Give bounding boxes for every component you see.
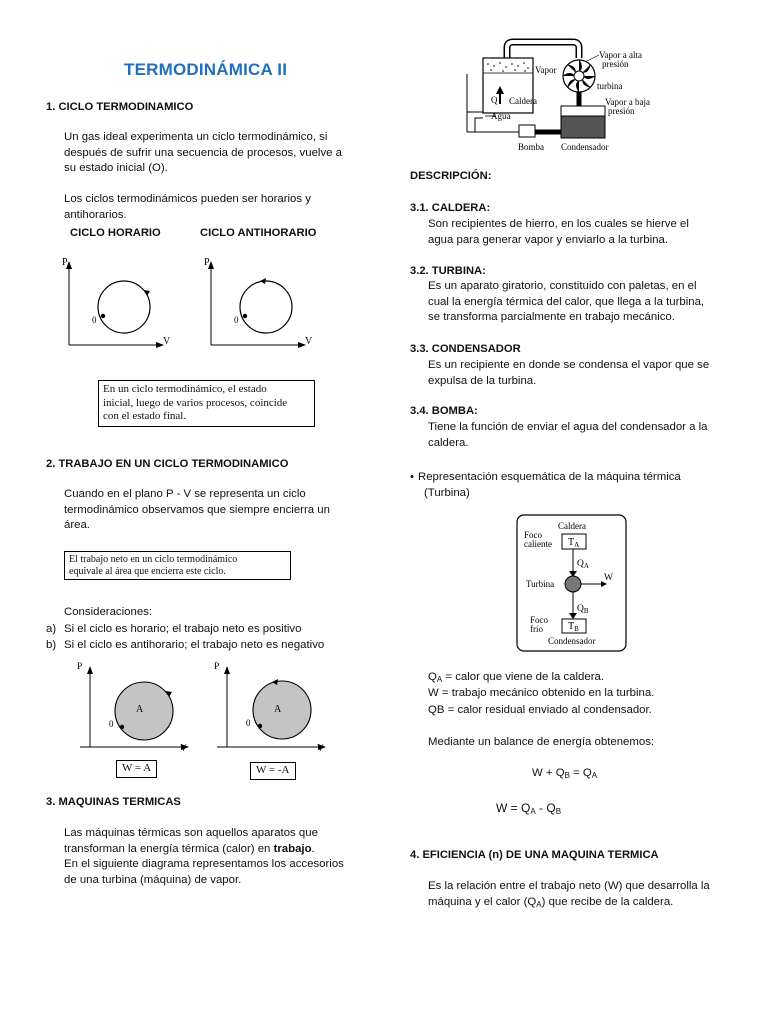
section-4-heading: 4. EFICIENCIA (n) DE UNA MAQUINA TERMICA (410, 849, 659, 861)
label-vapor-alta-2: presión (602, 59, 629, 69)
consideracion-a-marker: a) (46, 623, 57, 635)
energy-balance-text: Mediante un balance de energía obtenemos: (428, 736, 655, 748)
section-3-heading: 3. MAQUINAS TERMICAS (46, 796, 181, 808)
label-turbina: turbina (597, 81, 623, 91)
section-2-heading: 2. TRABAJO EN UN CICLO TERMODINAMICO (46, 458, 289, 470)
schema-caldera: Caldera (558, 521, 586, 531)
section-2-paragraph: Cuando en el plano P - V se representa un ciclo termodinámico observamos que siempre encierra un área. (64, 488, 330, 531)
area-label: A (274, 704, 282, 715)
work-negative-box: W = -A (250, 762, 296, 780)
consideracion-b-marker: b) (46, 639, 57, 651)
label-vapor-baja-1: Vapor a baja (605, 97, 650, 107)
section-4-paragraph: Es la relación entre el trabajo neto (W) que desarrolla la máquina y el calor $(Q_A)$ que recibe de la caldera. (428, 880, 710, 909)
axis-v-label: V (317, 744, 324, 754)
axis-v-label: V (305, 336, 313, 347)
schema-bullet: • (410, 471, 414, 483)
label-caldera: Caldera (509, 96, 537, 106)
equation-2: $W = Q_A - Q_B$ (496, 801, 562, 816)
area-label: A (136, 704, 144, 715)
counterclockwise-cycle-plot (204, 257, 313, 347)
origin-label: 0 (92, 315, 97, 325)
label-ciclo-antihorario: CICLO ANTIHORARIO (200, 227, 317, 239)
schema-tb: $T_B$ (568, 621, 579, 633)
label-agua: Agua (491, 111, 511, 121)
bomba-description: Tiene la función de enviar el agua del condensador a la caldera. (428, 421, 708, 449)
schema-foco-frio-2: frío (530, 624, 543, 634)
steam-turbine-diagram (455, 36, 665, 156)
label-ciclo-horario: CICLO HORARIO (70, 227, 161, 239)
section-3-paragraph: Las máquinas térmicas son aquellos aparatos que transforman la energía térmica (calor) en trabajo. En el siguiente diagrama representamos los accesorios de una turbina (máquina) de vapor. (64, 827, 344, 886)
description-heading: DESCRIPCIÓN: (410, 170, 492, 182)
bomba-heading: 3.4. BOMBA: (410, 405, 478, 417)
origin-label: 0 (234, 315, 239, 325)
schema-qb: $Q_B$ (577, 604, 589, 615)
condensador-heading: 3.3. CONDENSADOR (410, 343, 521, 355)
label-condensador: Condensador (561, 142, 609, 152)
label-vapor: Vapor (535, 65, 557, 75)
schema-caption: Representación esquemática de la máquina térmica (Turbina) (418, 471, 681, 499)
schema-foco-frio-1: Foco (530, 615, 548, 625)
axis-v-label: V (163, 336, 171, 347)
page-title: TERMODINÁMICA II (124, 60, 288, 79)
clockwise-cycle-plot (62, 257, 171, 347)
cycle-definition-box: En un ciclo termodinámico, el estado inicial, luego de varios procesos, coincide con el estado final. (98, 380, 315, 427)
work-positive-box: W = A (116, 760, 157, 778)
schema-qa: $Q_A$ (577, 559, 589, 570)
section-1-heading: 1. CICLO TERMODINAMICO (46, 101, 194, 113)
turbina-heading: 3.2. TURBINA: (410, 265, 486, 277)
clockwise-work-plot (77, 662, 188, 754)
label-q: Q (491, 95, 498, 105)
schema-foco-caliente-2: caliente (524, 539, 552, 549)
axis-p-label: P (62, 257, 68, 268)
section-1-paragraph-1: Un gas ideal experimenta un ciclo termodinámico, si después de sufrir una secuencia de procesos, vuelve a su estado inicial (O). (64, 131, 342, 174)
label-bomba: Bomba (518, 142, 544, 152)
counterclockwise-work-plot (214, 662, 325, 754)
condensador-description: Es un recipiente en donde se condensa el vapor que se expulsa de la turbina. (428, 359, 710, 387)
schema-foco-caliente-1: Foco (524, 530, 542, 540)
origin-label: 0 (109, 719, 114, 729)
label-vapor-baja-2: presión (608, 106, 635, 116)
turbina-description: Es un aparato giratorio, constituido con paletas, en el cual la energía térmica del calor, que llega a la turbina, se transforma parcialmente en trabajo mecánico. (428, 280, 705, 323)
schema-ta: $T_A$ (568, 537, 580, 549)
pv-cycle-diagrams (55, 250, 335, 360)
axis-p-label: P (214, 662, 220, 672)
definition-w: W = trabajo mecánico obtenido en la turbina. (428, 687, 655, 699)
consideracion-b: Si el ciclo es antihorario; el trabajo neto es negativo (64, 639, 325, 651)
consideracion-a: Si el ciclo es horario; el trabajo neto es positivo (64, 623, 302, 635)
caldera-description: Son recipientes de hierro, en los cuales se hierve el agua para generar vapor y enviarlo a la turbina. (428, 218, 689, 246)
heat-engine-schematic (516, 514, 628, 654)
schema-w: W (604, 573, 613, 583)
schema-turbina: Turbina (526, 579, 555, 589)
consideraciones-label: Consideraciones: (64, 606, 153, 618)
axis-p-label: P (77, 662, 83, 672)
work-definition-box: El trabajo neto en un ciclo termodinámico equivale al área que encierra este ciclo. (64, 551, 291, 580)
axis-v-label: V (180, 744, 187, 754)
axis-p-label: P (204, 257, 210, 268)
section-1-paragraph-2: Los ciclos termodinámicos pueden ser horarios y antihorarios. (64, 193, 311, 221)
definition-qb: QB = calor residual enviado al condensador. (428, 704, 652, 716)
equation-1: $W + Q_B = Q_A$ (532, 767, 598, 780)
definition-qa: $Q_A$ = calor que viene de la caldera. (428, 671, 605, 684)
caldera-heading: 3.1. CALDERA: (410, 202, 491, 214)
origin-label: 0 (246, 718, 251, 728)
work-area-diagrams (60, 655, 350, 783)
schema-condensador: Condensador (548, 636, 596, 646)
label-vapor-alta-1: Vapor a alta (599, 50, 642, 60)
